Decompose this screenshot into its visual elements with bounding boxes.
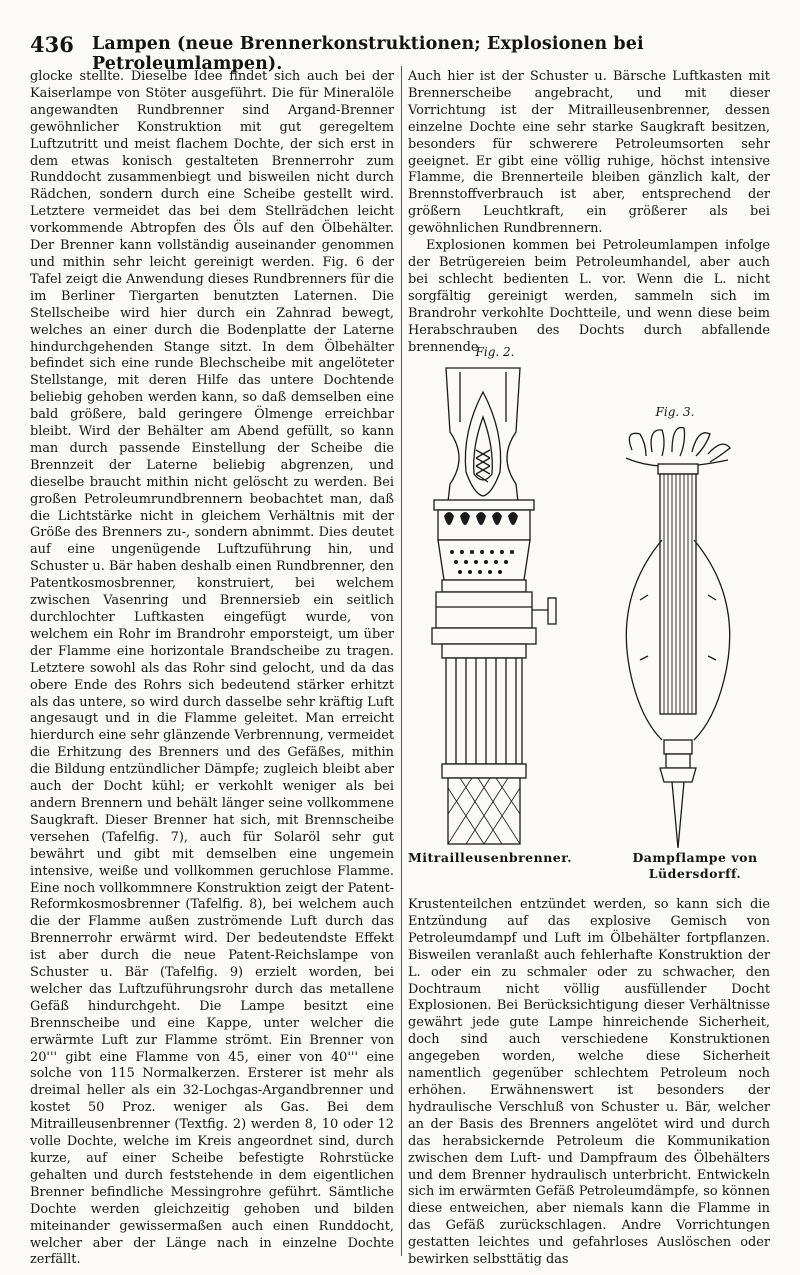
paragraph: glocke stellte. Dieselbe Idee findet sich auch bei der Kaiserlampe von Stöter ausgeführt. Die für Mineralöle angewandten Rundbrenner sind Argand-Brenner gewöhnlicher Konstruktion mit gut geregeltem Luftzutritt und meist flachem Dochte, der sich erst in dem etwas konisch gestalteten Brennerrohr zum Runddocht zusammenbiegt und bisweilen nicht durch Rädchen, sondern durch eine Scheibe gestellt wird. Letztere vermeidet das bei dem Stellrädchen leicht vorkommende Abtropfen des Öls auf den Ölbehälter. Der Brenner kann vollständig auseinander genommen und mithin sehr leicht gereinigt werden. Fig. 6 der Tafel zeigt die Anwendung dieses Rundbrenners für die im Berliner Tiergarten benutzten Laternen. Die Stellscheibe wird hier durch ein Zahnrad bewegt, welches an einer durch die Bodenplatte der Laterne hindurchgehenden Stange sitzt. In dem Ölbehälter befindet sich eine runde Blechscheibe mit angelöteter Stellstange, mit deren Hilfe das untere Dochtende beliebig gehoben werden kann, so daß demselben eine bald größere, bald geringere Ölmenge erreichbar bleibt. Wird der Behälter am Abend gefüllt, so kann man durch passende Einstellung der Scheibe die Brennzeit der Laterne beliebig abgrenzen, und dieselbe braucht mithin nicht gelöscht zu werden. Bei großen Petroleumrundbrennern beobachtet man, daß die Lichtstärke nicht in gleichem Verhältnis mit der Größe des Brenners zu-, sondern abnimmt. Dies deutet auf eine ungenügende Luftzuführung hin, und Schuster u. Bär haben deshalb einen Rundbrenner, den Patentkosmosbrenner, konstruiert, bei welchem zwischen Vasenring und Brennersieb ein seitlich durchlochter Luftkasten eingefügt wurde, von welchem ein Rohr im Brandrohr emporsteigt, um über der Flamme eine horizontale Brandscheibe zu tragen. Letztere sowohl als das Rohr sind gelocht, und da das obere Ende des Rohrs sich bedeutend stärker erhitzt als das untere, so wird durch dasselbe sehr kräftig Luft angesaugt und in die Flamme geleitet. Man erreicht hierdurch eine sehr glänzende Verbrennung, vermeidet die Erhitzung des Brenners und des Gefäßes, mithin die Bildung entzündlicher Dämpfe; zugleich bleibt aber auch der Docht kühl; er verkohlt weniger als bei andern Brennern und behält länger seine vollkommene Saugkraft. Dieser Brenner hat sich, mit Brennscheibe versehen (Tafelfig. 7), auch für Solaröl sehr gut bewährt und gibt mit demselben eine ungemein intensive, weiße und vollkommen geruchlose Flamme. Eine noch vollkommnere Konstruktion zeigt der Patent-Reformkosmosbrenner (Tafelfig. 8), bei welchem auch die der Flamme außen zuströmende Luft durch das Brennerrohr erwärmt wird. Der bedeutendste Effekt ist aber durch die neue Patent-Reichslampe von Schuster u. Bär (Tafelfig. 9) erzielt worden, bei welcher das Luftzuführungsrohr durch das metallene Gefäß hindurchgeht. Die Lampe besitzt eine Brennscheibe und eine Kappe, unter welcher die erwärmte Luft zur Flamme strömt. Ein Brenner von 20''' gibt eine Flamme von 45, einer von 40''' eine solche von 115 Normalkerzen. Ersterer ist mehr als dreimal heller als ein 32-Lochgas-Argandbrenner und kostet 50 Proz. weniger als Gas. Bei dem Mitrailleusenbrenner (Textfig. 2) werden 8, 10 oder 12 volle Dochte, welche im Kreis angeordnet sind, durch kurze, auf einer Scheibe befestigte Rohrstücke gehalten und durch feststehende in dem eigentlichen Brenner befindliche Messingrohre geführt. Sämtliche Dochte werden gleichzeitig gehoben und bilden miteinander gewissermaßen auch einen Runddocht, welcher aber der Länge nach in einzelne Dochte zerfällt. xyxy=(30,69,394,1268)
page-header xyxy=(30,32,770,74)
paragraph: Krustenteilchen entzündet werden, so kann sich die Entzündung auf das explosive Gemisch von Petroleumdampf und Luft im Ölbehälter fortpflanzen. Bisweilen veranlaßt auch fehlerhafte Konstruktion der L. oder ein zu schmaler oder zu schwacher, den Dochtraum nicht völlig ausfüllender Docht Explosionen. Bei Berücksichtigung dieser Verhältnisse gewährt jede gute Lampe hinreichende Sicherheit, doch sind auch verschiedene Konstruktionen angegeben worden, welche diese Sicherheit namentlich gegenüber schlechtem Petroleum noch erhöhen. Erwähnenswert ist besonders der hydraulische Verschluß von Schuster u. Bär, welcher an der Basis des Brenners angelötet wird und durch das herabsickernde Petroleum die Kommunikation zwischen dem Luft- und Dampfraum des Ölbehälters und dem Brenner hydraulisch unterbricht. Entwickeln sich im erwärmten Gefäß Petroleumdämpfe, so können diese entweichen, aber niemals kann die Flamme in das Gefäß zurückschlagen. Andre Vorrichtungen gestatten leichtes und gefahrloses Auslöschen oder bewirken selbsttätig das xyxy=(408,897,770,1268)
figure-3-caption-line2: Lüdersdorff. xyxy=(648,866,742,881)
figure-3-caption-line1: Dampflampe von xyxy=(632,850,758,865)
figure-3-label: Fig. 3. xyxy=(655,405,695,419)
right-column-top xyxy=(408,69,770,356)
paragraph: Auch hier ist der Schuster u. Bärsche Luftkasten mit Brennerscheibe angebracht, und mit dieser Vorrichtung ist der Mitrailleusenbrenner, dessen einzelne Dochte eine sehr starke Saugkraft besitzen, besonders für schwerere Petroleumsorten sehr geeignet. Er gibt eine völlig ruhige, höchst intensive Flamme, die Brennerteile bleiben gänzlich kalt, der Brennstoffverbrauch ist aber, entsprechend der größern Leuchtkraft, ein größerer als bei gewöhnlichen Rundbrennern. xyxy=(408,69,770,237)
figure-3-dampflampe xyxy=(602,420,752,850)
figure-2-label: Fig. 2. xyxy=(475,345,515,359)
column-divider xyxy=(401,66,402,1256)
figure-3-caption xyxy=(605,850,785,882)
right-column-bottom xyxy=(408,897,770,1269)
figure-2-mitrailleusenbrenner xyxy=(412,362,562,852)
figure-2-caption: Mitrailleusenbrenner. xyxy=(407,850,573,865)
left-column xyxy=(30,69,394,1269)
paragraph: Explosionen kommen bei Petroleumlampen infolge der Betrügereien beim Petroleumhandel, aber auch bei schlecht bedienten L. vor. Wenn die L. nicht sorgfältig gereinigt werden, sammeln sich im Brandrohr verkohlte Dochtteile, und wenn diese beim Herabschrauben des Dochts durch abfallende brennende xyxy=(408,238,770,355)
running-title: Lampen (neue Brennerkonstruktionen; Explosionen bei Petroleumlampen). xyxy=(92,34,644,74)
page-number: 436 xyxy=(30,32,74,57)
